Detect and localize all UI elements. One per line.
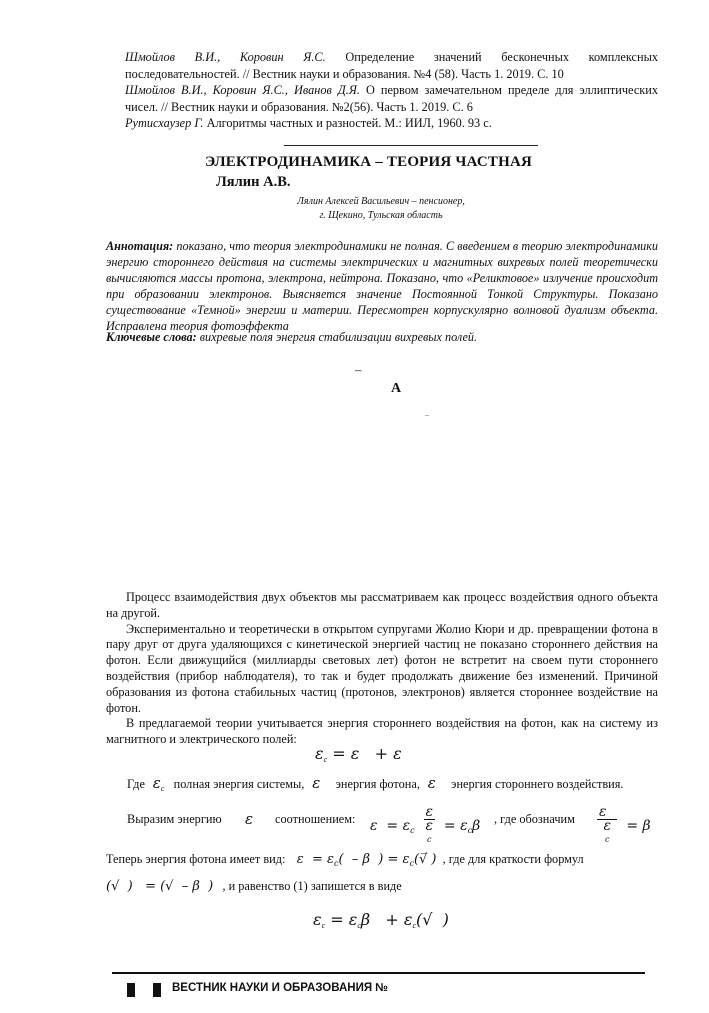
section-divider xyxy=(284,145,538,146)
dash-mark: – xyxy=(355,362,362,377)
footer-marker xyxy=(153,983,161,997)
heading-letter: A xyxy=(391,381,402,396)
equation: $\varepsilon_c = \varepsilon + \varepsilon$ xyxy=(315,744,402,764)
formula-line: (√ ) = (√ – β ) , и равенство (1) запишется в виде xyxy=(106,879,402,894)
reference-list xyxy=(125,49,658,132)
formula-line: Теперь энергия фотона имеет вид: $\varepsilon = \varepsilon_c( - \beta$ ) = $\varepsilon_c(√̅$ ) , где для краткости формул xyxy=(106,852,584,868)
abstract: Аннотация: показано, что теория электродинамики не полная. С введением в теорию электродинамики энергию стороннего действия на системы электрических и магнитных вихревых полей теоретически вычисляются массы протона, электрона, нейтрона. Показано, что «Реликтовое» излучение происходит при образовании электронов. Выясняется значение Постоянной Тонкой Структуры. Показано существование «Темной» энергии и материи. Пересмотрен корпускулярно волновой дуализм объекта. Исправлена теория фотоэффекта xyxy=(106,239,658,333)
footer-marker xyxy=(127,983,135,997)
author-affiliation: Лялин Алексей Васильевич – пенсионер, г. Щекино, Тульская область xyxy=(297,196,465,221)
article-title: ЭЛЕКТРОДИНАМИКА – ТЕОРИЯ ЧАСТНАЯ xyxy=(205,154,533,170)
formula-line: Выразим энергию ε соотношением: $\varepsilon = \varepsilon_c$ ε ε c = $\varepsilon_c\beta$ , где обозначим ε ε c = β xyxy=(127,804,651,844)
footer-rule xyxy=(112,972,645,974)
paragraph: Экспериментально и теоретически в открытом супругами Жолио Кюри и др. превращении фотона в пару друг от друга удаляющихся с кинетической энергией частиц не показано стороннего действия на фотон. Если движущийся (миллиарды световых лет) фотон не встретит на своем пути стороннего воздействия (прибор наблюдателя), то так и будет продолжать движение без изменений. Причиной образования из фотона стабильных частиц (протонов, электронов) является стороннее воздействие на фотон. xyxy=(106,621,658,715)
equation: $\varepsilon_c = \varepsilon_c\beta + \varepsilon_c(√$ ) xyxy=(313,910,449,930)
paragraph: В предлагаемой теории учитывается энергия стороннего воздействия на фотон, как на систему из магнитного и электрического полей: xyxy=(106,716,658,747)
definition-line: Где $\varepsilon_c$ полная энергия системы, ε энергия фотона, ε энергия стороннего воздействия. xyxy=(127,774,624,793)
body-text xyxy=(106,590,658,748)
keywords: Ключевые слова: вихревые поля энергия стабилизации вихревых полей. xyxy=(106,330,478,344)
reference-item: Шмойлов В.И., Коровин Я.С., Иванов Д.Я. О первом замечательном пределе для эллиптических чисел. // Вестник науки и образования. №2(56). Часть 1. 2019. С. 6 xyxy=(125,83,658,114)
reference-item: Рутисхаузер Г. Алгоритмы частных и разностей. М.: ИИЛ, 1960. 93 с. xyxy=(125,116,492,130)
journal-name: ВЕСТНИК НАУКИ И ОБРАЗОВАНИЯ № xyxy=(172,982,389,994)
article-author: Лялин А.В. xyxy=(216,174,291,190)
paragraph: Процесс взаимодействия двух объектов мы рассматриваем как процесс воздействия одного объекта на другой. xyxy=(106,590,658,620)
reference-item: Шмойлов В.И., Коровин Я.С. Определение значений бесконечных комплексных последовательностей. // Вестник науки и образования. №4 (58). Часть 1. 2019. С. 10 xyxy=(125,50,658,81)
dash-mark: – xyxy=(425,410,429,419)
